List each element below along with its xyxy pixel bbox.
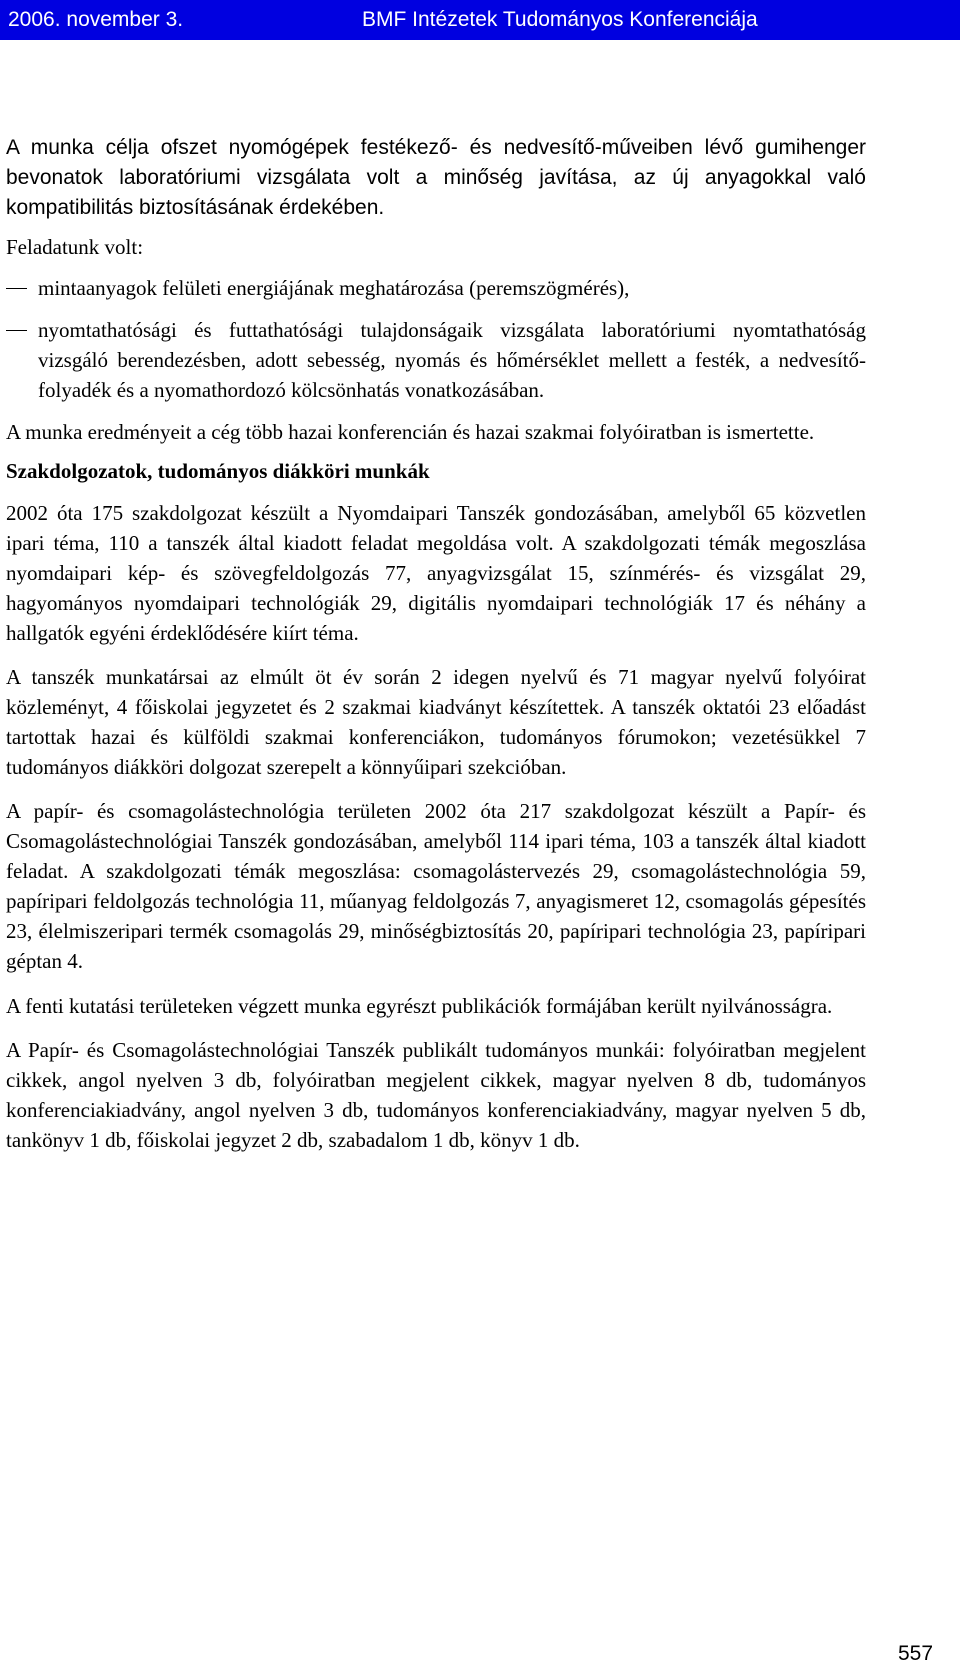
body-paragraph: A papír- és csomagolástechnológia területen 2002 óta 217 szakdolgozat készült a Papír- és Csomagolástechnológiai Tanszék gondozásában, amelyből 114 ipari téma, 103 a tanszék által kiadott feladat. A szakdolgozati témák megoszlása: csomagolástervezés 29, csomagolástechnológia 59, papíripari feldolgozás technológia 11, műanyag feldolgozás 7, anyagismeret 12, csomagolás gépesítés 23, élelmiszeripari termék csomagolás 29, minőségbiztosítás 20, papíripari technológia 23, papíripari géptan 4. — [6, 799, 866, 973]
body-paragraph: 2002 óta 175 szakdolgozat készült a Nyomdaipari Tanszék gondozásában, amelyből 65 közvetlen ipari téma, 110 a tanszék által kiadott feladat megoldása volt. A szakdolgozati témák megoszlása nyomdaipari kép- és szövegfeldolgozás 77, anyagvizsgálat 15, színmérés- és vizsgálat 29, hagyományos nyomdaipari technológiák 29, digitális nyomdaipari technológiák 17 és néhány a hallgatók egyéni érdeklődésére kiírt téma. — [6, 501, 866, 645]
dash-bullet-icon — [6, 288, 27, 289]
body-paragraph: A Papír- és Csomagolástechnológiai Tanszék publikált tudományos munkái: folyóiratban megjelent cikkek, angol nyelven 3 db, folyóiratban megjelent cikkek, magyar nyelven 8 db, tudományos konferenciakiadvány, angol nyelven 3 db, tudományos konferenciakiadvány, magyar nyelven 5 db, tankönyv 1 db, főiskolai jegyzet 2 db, szabadalom 1 db, könyv 1 db. — [6, 1038, 866, 1152]
task-list-item — [6, 315, 866, 405]
task-text: nyomtathatósági és futtathatósági tulajdonságaik vizsgálata laboratóriumi nyomtathatóság vizsgáló berendezésben, adott sebesség, nyomás és hőmérséklet mellett a festék, a nedvesítő-folyadék és a nyomathordozó kölcsönhatás vonatkozásában. — [38, 318, 866, 402]
tasks-label: Feladatunk volt: — [6, 235, 144, 259]
header-date: 2006. november 3. — [8, 8, 184, 31]
dash-bullet-icon — [6, 330, 27, 331]
results-paragraph: A munka eredményeit a cég több hazai konferencián és hazai szakmai folyóiratban is ismertette. — [6, 420, 815, 444]
document-body — [6, 133, 866, 1155]
header-conference-title: BMF Intézetek Tudományos Konferenciája — [362, 8, 758, 31]
page-number: 557 — [898, 1642, 934, 1665]
body-paragraph: A fenti kutatási területeken végzett munka egyrészt publikációk formájában került nyilvánosságra. — [6, 994, 833, 1018]
task-list-item — [6, 273, 866, 303]
page-header — [0, 0, 960, 40]
intro-paragraph: A munka célja ofszet nyomógépek festékező- és nedvesítő-műveiben lévő gumihenger bevonatok laboratóriumi vizsgálata volt a minőség javítása, az új anyagokkal való kompatibilitás biztosításának érdekében. — [6, 136, 866, 219]
section-heading: Szakdolgozatok, tudományos diákköri munkák — [6, 459, 430, 483]
task-text: mintaanyagok felületi energiájának meghatározása (peremszögmérés), — [38, 276, 630, 300]
body-paragraph: A tanszék munkatársai az elmúlt öt év során 2 idegen nyelvű és 71 magyar nyelvű folyóirat közleményt, 4 főiskolai jegyzetet és 2 szakmai kiadványt készítettek. A tanszék oktatói 23 előadást tartottak hazai és külföldi szakmai konferenciákon, tudományos fórumokon; vezetésükkel 7 tudományos diákköri dolgozat szerepelt a könnyűipari szekcióban. — [6, 665, 866, 779]
